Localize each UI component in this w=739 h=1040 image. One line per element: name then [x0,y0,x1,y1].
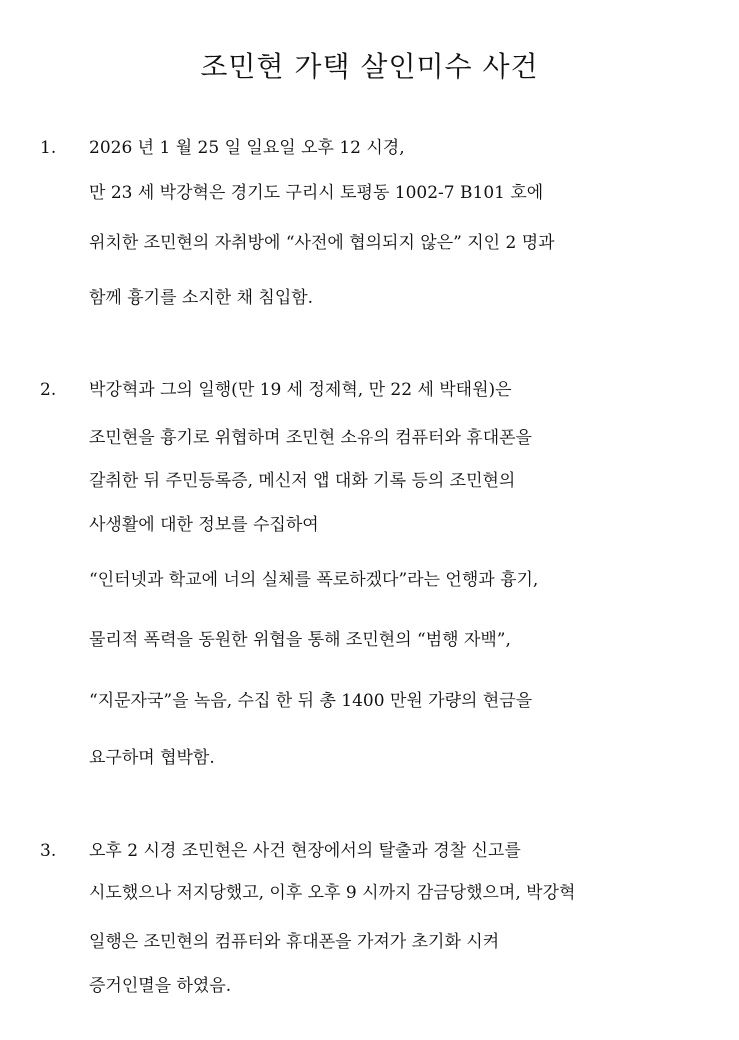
item-number: 2. [40,380,57,400]
item-line: 2026 년 1 월 25 일 일요일 오후 12 시경, [89,138,405,158]
item-line: 요구하며 협박함. [89,748,215,768]
document-title: 조민현 가택 살인미수 사건 [200,50,539,83]
item-line: 위치한 조민현의 자취방에 “사전에 협의되지 않은” 지인 2 명과 [89,233,555,253]
item-line: 사생활에 대한 정보를 수집하여 [89,515,319,535]
item-line: “인터넷과 학교에 너의 실체를 폭로하겠다”라는 언행과 흉기, [89,570,539,590]
item-line: 증거인멸을 하였음. [89,976,232,996]
item-line: 함께 흉기를 소지한 채 침입함. [89,288,314,308]
item-line: 만 23 세 박강혁은 경기도 구리시 토평동 1002-7 B101 호에 [89,183,544,203]
item-line: 물리적 폭력을 동원한 위협을 통해 조민현의 “범행 자백”, [89,630,511,650]
item-number: 3. [40,841,57,861]
item-number: 1. [40,138,57,158]
item-line: 박강혁과 그의 일행(만 19 세 정제혁, 만 22 세 박태원)은 [89,380,512,400]
item-line: 시도했으나 저지당했고, 이후 오후 9 시까지 감금당했으며, 박강혁 [89,883,576,903]
item-line: 일행은 조민현의 컴퓨터와 휴대폰을 가져가 초기화 시켜 [89,932,500,952]
item-line: “지문자국”을 녹음, 수집 한 뒤 총 1400 만원 가량의 현금을 [89,691,533,711]
item-line: 갈취한 뒤 주민등록증, 메신저 앱 대화 기록 등의 조민현의 [89,471,516,491]
item-line: 오후 2 시경 조민현은 사건 현장에서의 탈출과 경찰 신고를 [89,841,521,861]
item-line: 조민현을 흉기로 위협하며 조민현 소유의 컴퓨터와 휴대폰을 [89,428,532,448]
